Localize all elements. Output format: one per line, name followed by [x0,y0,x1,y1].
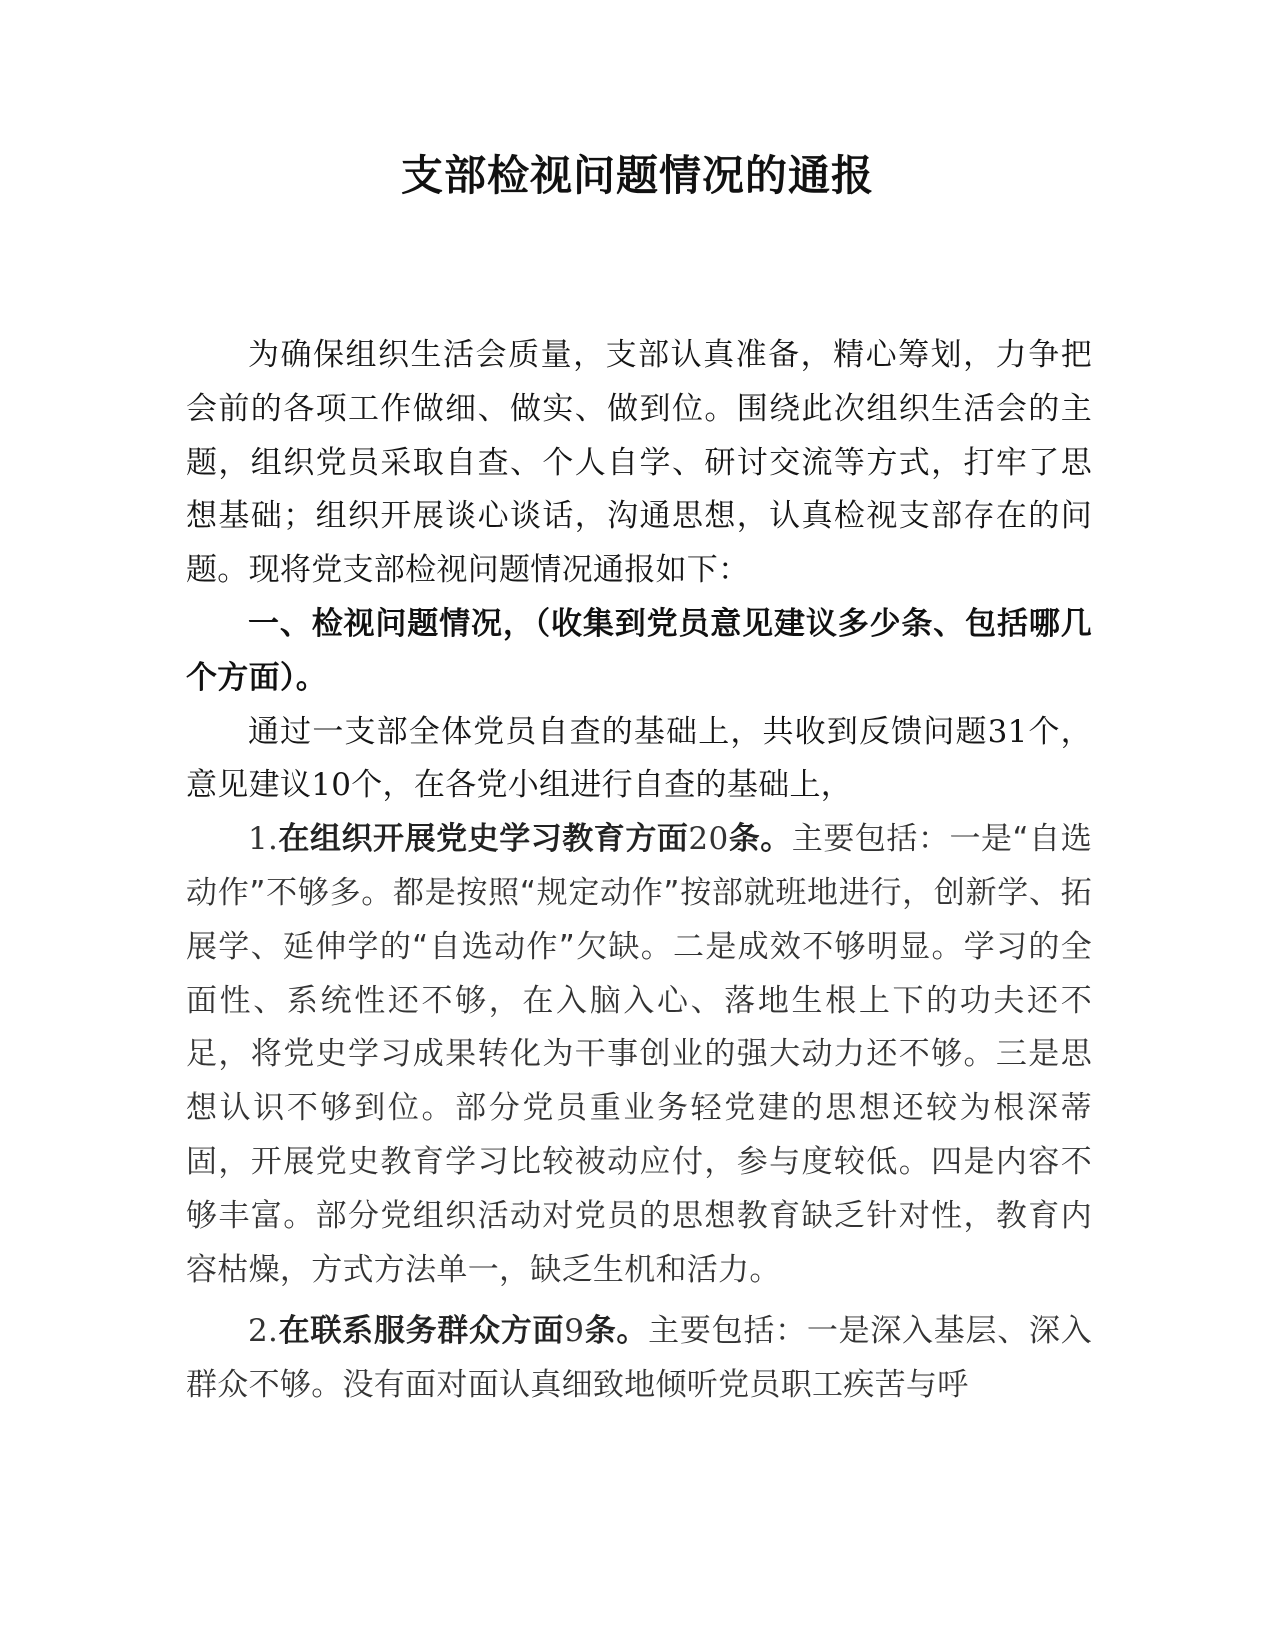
document-title: 支部检视问题情况的通报 [400,151,874,200]
item-2-body: 主要包括：一是深入基层、深入群众不够。没有面对面认真细致地倾听党员职工疾苦与呼 [186,1313,1093,1404]
section-heading [186,598,1092,706]
summary-text-1: 通过一支部全体党员自查的基础上，共收到反馈问题 [248,713,988,750]
section-heading-text: 一、检视问题情况，（收集到党员意见建议多少条、包括哪几个方面）。 [186,605,1092,696]
paragraph-gap [186,1297,1092,1305]
summary-text-3: 个，在各党小组进行自查的基础上， [351,767,853,804]
item-1-paragraph [186,813,1092,1297]
item-1-count: 20 [688,821,729,858]
item-2-number: 2. [248,1313,279,1350]
document-body [186,329,1092,1413]
item-2-paragraph [186,1305,1092,1413]
suggestions-count: 10 [311,767,352,804]
item-1-body: 主要包括：一是“自选动作”不够多。都是按照“规定动作”按部就班地进行，创新学、拓展学、延伸学的“自选动作”欠缺。二是成效不够明显。学习的全面性、系统性还不够，在入脑入心、落地生根上下的功夫还不足，将党史学习成果转化为干事创业的强大动力还不够。三是思想认识不够到位。部分党员重业务轻党建的思想还较为根深蒂固，开展党史教育学习比较被动应付，参与度较低。四是内容不够丰富。部分党组织活动对党员的思想教育缺乏针对性，教育内容枯燥，方式方法单一，缺乏生机和活力。 [186,821,1092,1288]
item-2-unit: 条。 [584,1313,649,1350]
item-1-heading: 在组织开展党史学习教育方面 [278,821,689,858]
summary-text-2: 个，意见建议 [186,713,1092,804]
summary-paragraph [186,706,1092,814]
intro-paragraph: 为确保组织生活会质量，支部认真准备，精心筹划，力争把会前的各项工作做细、做实、做到位。围绕此次组织生活会的主题，组织党员采取自查、个人自学、研讨交流等方式，打牢了思想基础；组织开展谈心谈话，沟通思想，认真检视支部存在的问题。现将党支部检视问题情况通报如下： [186,337,1092,589]
issues-count: 31 [987,713,1028,750]
item-1-number: 1. [248,821,279,858]
item-2-heading: 在联系服务群众方面 [278,1313,565,1350]
item-2-count: 9 [564,1313,585,1350]
item-1-unit: 条。 [728,821,792,858]
